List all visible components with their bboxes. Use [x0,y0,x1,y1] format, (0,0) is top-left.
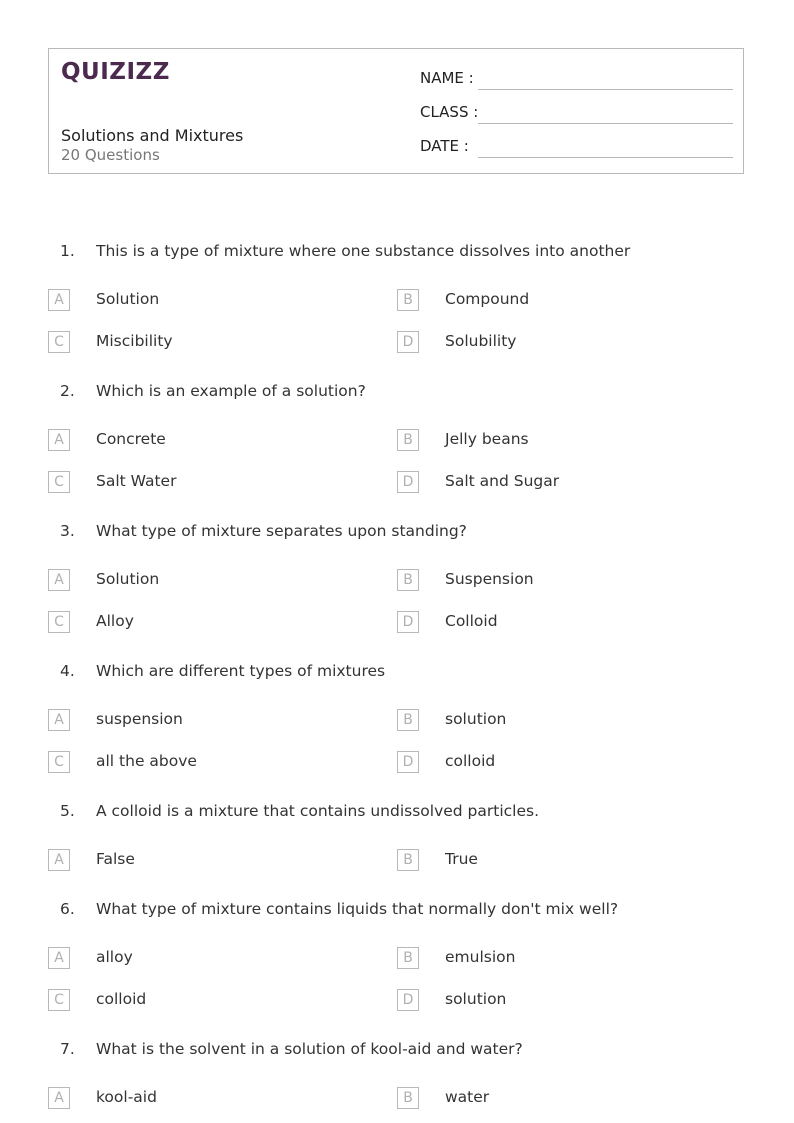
option-letter-box[interactable]: D [397,751,419,773]
worksheet-header [48,48,744,174]
option-letter-box[interactable]: B [397,429,419,451]
option-letter-box[interactable]: D [397,611,419,633]
question-number: 5. [60,802,75,820]
name-label: NAME : [420,69,474,87]
option-text: Concrete [96,430,166,448]
option-text: water [445,1088,490,1106]
option-text: Suspension [445,570,534,588]
option-letter-box[interactable]: B [397,709,419,731]
option-text: emulsion [445,948,516,966]
question-text: What type of mixture contains liquids that normally don't mix well? [96,900,619,918]
option-letter-box[interactable]: A [48,429,70,451]
option-text: Salt Water [96,472,177,490]
option-text: colloid [445,752,496,770]
option-text: Solubility [445,332,517,350]
question-text: What is the solvent in a solution of kool-aid and water? [96,1040,523,1058]
worksheet-title: Solutions and Mixtures [61,126,244,145]
option-text: solution [445,710,507,728]
option-text: all the above [96,752,197,770]
option-letter-box[interactable]: A [48,289,70,311]
class-label: CLASS : [420,103,479,121]
class-line[interactable] [478,123,733,124]
question-text: This is a type of mixture where one substance dissolves into another [96,242,631,260]
option-letter-box[interactable]: A [48,1087,70,1109]
question-text: What type of mixture separates upon standing? [96,522,467,540]
option-letter-box[interactable]: B [397,947,419,969]
quizizz-logo: QUIZIZZ [61,59,170,85]
question-text: Which is an example of a solution? [96,382,366,400]
option-letter-box[interactable]: D [397,989,419,1011]
option-letter-box[interactable]: A [48,849,70,871]
question-count: 20 Questions [61,146,160,164]
option-letter-box[interactable]: C [48,471,70,493]
option-text: suspension [96,710,183,728]
option-text: Compound [445,290,530,308]
option-letter-box[interactable]: A [48,569,70,591]
option-text: kool-aid [96,1088,157,1106]
option-text: False [96,850,135,868]
option-letter-box[interactable]: C [48,989,70,1011]
question-number: 1. [60,242,75,260]
option-text: Solution [96,290,160,308]
option-letter-box[interactable]: C [48,751,70,773]
date-line[interactable] [478,157,733,158]
option-letter-box[interactable]: B [397,1087,419,1109]
option-text: Alloy [96,612,134,630]
option-letter-box[interactable]: A [48,947,70,969]
option-letter-box[interactable]: B [397,569,419,591]
option-letter-box[interactable]: B [397,849,419,871]
option-letter-box[interactable]: B [397,289,419,311]
option-text: alloy [96,948,133,966]
question-number: 3. [60,522,75,540]
option-letter-box[interactable]: C [48,331,70,353]
option-letter-box[interactable]: C [48,611,70,633]
option-text: Jelly beans [445,430,529,448]
name-line[interactable] [478,89,733,90]
question-text: A colloid is a mixture that contains undissolved particles. [96,802,540,820]
option-letter-box[interactable]: D [397,331,419,353]
date-label: DATE : [420,137,469,155]
question-number: 7. [60,1040,75,1058]
option-text: Salt and Sugar [445,472,560,490]
option-text: solution [445,990,507,1008]
question-number: 2. [60,382,75,400]
option-text: True [445,850,478,868]
option-text: Colloid [445,612,498,630]
question-text: Which are different types of mixtures [96,662,386,680]
option-text: colloid [96,990,147,1008]
question-number: 6. [60,900,75,918]
option-text: Solution [96,570,160,588]
option-text: Miscibility [96,332,173,350]
question-number: 4. [60,662,75,680]
option-letter-box[interactable]: D [397,471,419,493]
option-letter-box[interactable]: A [48,709,70,731]
